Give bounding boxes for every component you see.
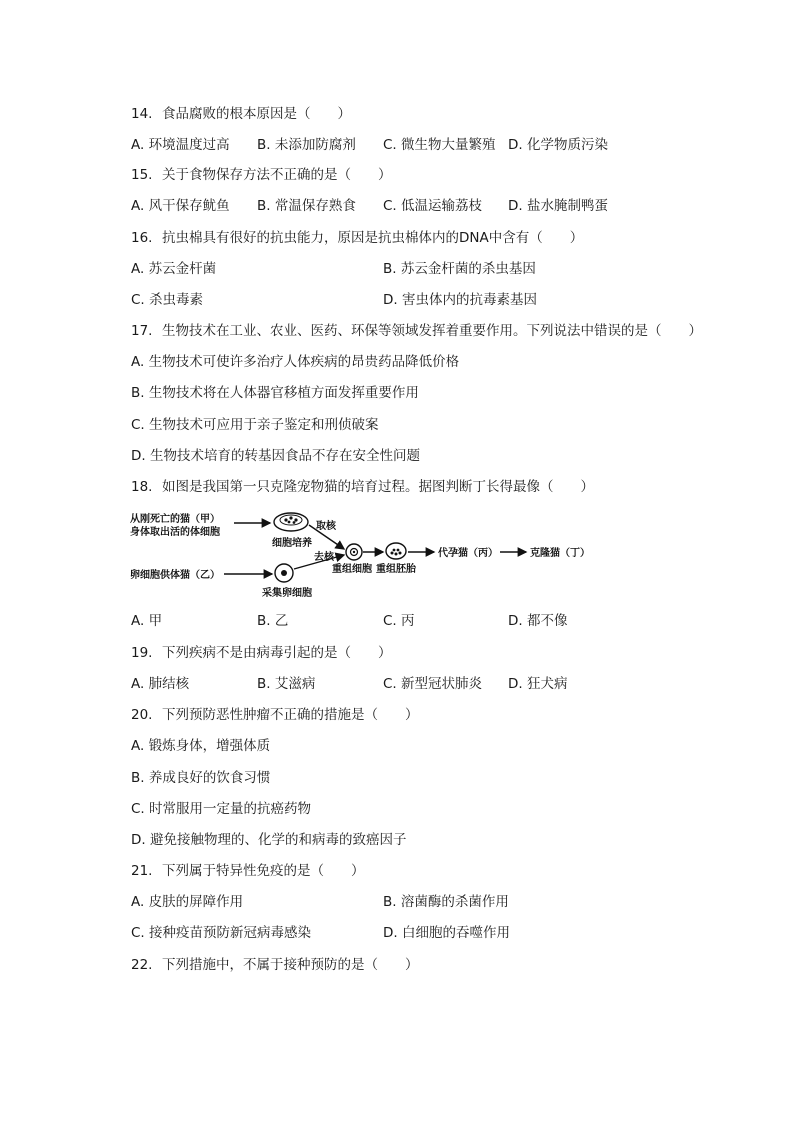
cell-culture-label: 细胞培养 [272,538,312,549]
question-19-option-c: C. 新型冠状肺炎 [383,676,483,692]
question-21-option-b: B. 溶菌酶的杀菌作用 [383,894,509,910]
question-16-option-b: B. 苏云金杆菌的杀虫基因 [383,261,536,277]
question-15-option-d: D. 盐水腌制鸭蛋 [508,198,608,214]
question-16-option-c: C. 杀虫毒素 [131,292,204,308]
recombined-cell-icon [346,544,362,560]
question-17-option-c: C. 生物技术可应用于亲子鉴定和刑侦破案 [131,417,379,433]
question-16-stem: 16. 抗虫棉具有很好的抗虫能力，原因是抗虫棉体内的DNA中含有（ ） [131,230,584,246]
collect-egg-label: 采集卵细胞 [262,588,312,599]
donor-label-line1: 从刚死亡的猫（甲） [130,514,220,525]
egg-donor-label: 卵细胞供体猫（乙） [130,570,220,581]
question-19-option-a: A. 肺结核 [131,676,190,692]
question-16-option-d: D. 害虫体内的抗毒素基因 [383,292,537,308]
question-22-stem: 22. 下列措施中，不属于接种预防的是（ ） [131,957,419,973]
question-15-stem: 15. 关于食物保存方法不正确的是（ ） [131,167,392,183]
question-17-option-d: D. 生物技术培育的转基因食品不存在安全性问题 [131,448,420,464]
remove-nucleus-label: 去核 [314,552,334,563]
question-17-option-a: A. 生物技术可使许多治疗人体疾病的昂贵药品降低价格 [131,354,460,370]
embryo-icon [386,543,406,559]
question-14-stem: 14. 食品腐败的根本原因是（ ） [131,106,351,122]
question-15-option-a: A. 风干保存鱿鱼 [131,198,230,214]
question-15-option-b: B. 常温保存熟食 [257,198,356,214]
question-14-option-c: C. 微生物大量繁殖 [383,137,496,153]
cloning-process-diagram [128,505,598,603]
take-nucleus-label: 取核 [316,521,336,532]
question-18-option-c: C. 丙 [383,613,415,629]
question-20-stem: 20. 下列预防恶性肿瘤不正确的措施是（ ） [131,707,419,723]
question-18-option-a: A. 甲 [131,613,163,629]
question-21-stem: 21. 下列属于特异性免疫的是（ ） [131,863,365,879]
question-14-option-d: D. 化学物质污染 [508,137,608,153]
recombined-embryo-label: 重组胚胎 [376,564,416,575]
surrogate-label: 代孕猫（丙） [438,548,498,559]
recombined-cell-label: 重组细胞 [332,564,372,575]
question-14-option-b: B. 未添加防腐剂 [257,137,356,153]
question-20-option-a: A. 锻炼身体，增强体质 [131,738,271,754]
question-17-stem: 17. 生物技术在工业、农业、医药、环保等领域发挥着重要作用。下列说法中错误的是（ ） [131,323,702,339]
question-19-option-b: B. 艾滋病 [257,676,316,692]
question-20-option-d: D. 避免接触物理的、化学的和病毒的致癌因子 [131,832,407,848]
question-19-option-d: D. 狂犬病 [508,676,568,692]
question-18-option-b: B. 乙 [257,613,289,629]
question-14-option-a: A. 环境温度过高 [131,137,230,153]
question-21-option-a: A. 皮肤的屏障作用 [131,894,244,910]
question-21-option-d: D. 白细胞的吞噬作用 [383,925,510,941]
clone-label: 克隆猫（丁） [530,548,590,559]
question-19-stem: 19. 下列疾病不是由病毒引起的是（ ） [131,645,392,661]
question-20-option-c: C. 时常服用一定量的抗癌药物 [131,801,312,817]
question-21-option-c: C. 接种疫苗预防新冠病毒感染 [131,925,312,941]
question-17-option-b: B. 生物技术将在人体器官移植方面发挥重要作用 [131,385,419,401]
question-18-option-d: D. 都不像 [508,613,568,629]
donor-label-line2: 身体取出活的体细胞 [130,527,220,538]
culture-dish-icon [274,513,308,531]
question-20-option-b: B. 养成良好的饮食习惯 [131,770,271,786]
question-18-stem: 18. 如图是我国第一只克隆宠物猫的培育过程。据图判断丁长得最像（ ） [131,479,594,495]
question-15-option-c: C. 低温运输荔枝 [383,198,483,214]
question-16-option-a: A. 苏云金杆菌 [131,261,217,277]
egg-cell-icon [275,564,293,582]
